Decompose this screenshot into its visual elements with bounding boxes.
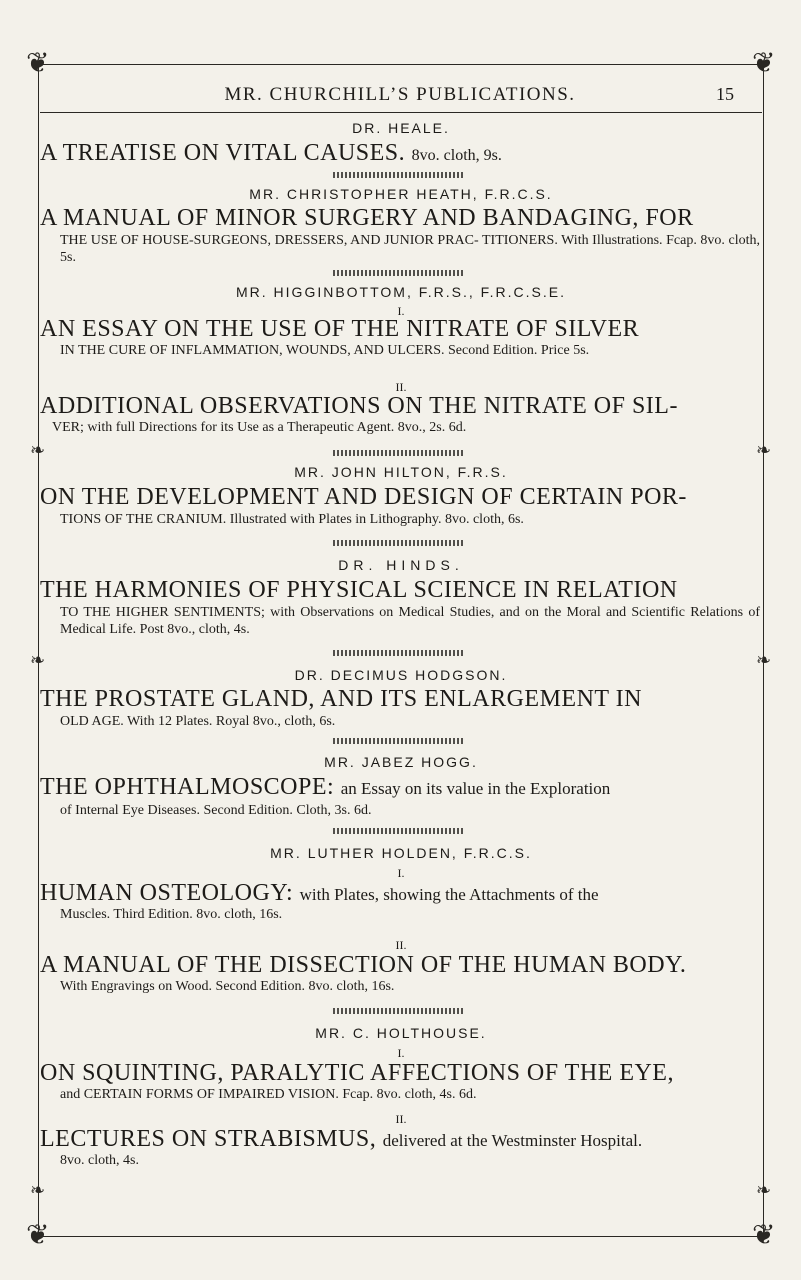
book-title: A MANUAL OF THE DISSECTION OF THE HUMAN BODY. <box>40 952 687 978</box>
book-details: With Engravings on Wood. Second Edition. 8vo. cloth, 16s. <box>60 979 395 994</box>
corner-ornament-icon: ❦ <box>26 48 50 79</box>
frame-top-rule <box>38 64 764 65</box>
book-details: 8vo. cloth, 4s. <box>60 1153 139 1168</box>
book-title: A MANUAL OF MINOR SURGERY AND BANDAGING, FOR <box>40 205 694 231</box>
corner-ornament-icon: ❦ <box>752 48 776 79</box>
book-details: THE USE OF HOUSE-SURGEONS, DRESSERS, AND JUNIOR PRAC- TITIONERS. With Illustrations. Fcap. 8vo. cloth, 5s. <box>60 233 760 265</box>
author-name: MR. C. HOLTHOUSE. <box>315 1025 487 1041</box>
author-name: DR. HEALE. <box>352 120 450 136</box>
author-name: DR. HINDS. <box>338 557 464 573</box>
section-divider <box>333 540 463 546</box>
side-ornament-icon: ❧ <box>756 650 772 670</box>
page-number: 15 <box>716 84 734 104</box>
section-divider <box>333 650 463 656</box>
author-name: MR. LUTHER HOLDEN, F.R.C.S. <box>270 845 532 861</box>
book-title <box>40 880 762 908</box>
book-details: Muscles. Third Edition. 8vo. cloth, 16s. <box>60 907 283 922</box>
side-ornament-icon: ❧ <box>30 1180 46 1200</box>
author-name: DR. DECIMUS HODGSON. <box>294 667 508 683</box>
book-details: TO THE HIGHER SENTIMENTS; with Observations on Medical Studies, and on the Moral and Scientific Relations of Medical Life. Post 8vo., cloth, 4s. <box>60 605 760 637</box>
volume-numeral: I. <box>397 866 405 880</box>
book-title <box>40 140 762 169</box>
section-divider <box>333 1008 463 1014</box>
book-title: ON SQUINTING, PARALYTIC AFFECTIONS OF THE EYE, <box>40 1060 674 1086</box>
author-name: MR. JOHN HILTON, F.R.S. <box>294 464 508 480</box>
book-title <box>40 1126 762 1154</box>
book-details: OLD AGE. With 12 Plates. Royal 8vo., cloth, 6s. <box>60 714 336 729</box>
book-title-text: HUMAN OSTEOLOGY: <box>40 880 294 906</box>
book-title-continuation: with Plates, showing the Attachments of the <box>299 885 599 904</box>
section-divider <box>333 738 463 744</box>
book-title-continuation: an Essay on its value in the Exploration <box>340 779 611 798</box>
book-title: THE PROSTATE GLAND, AND ITS ENLARGEMENT IN <box>40 686 642 712</box>
book-title: ON THE DEVELOPMENT AND DESIGN OF CERTAIN POR- <box>40 484 687 510</box>
volume-numeral: II. <box>395 938 407 952</box>
book-title: AN ESSAY ON THE USE OF THE NITRATE OF SILVER <box>40 316 640 342</box>
book-title-continuation: delivered at the Westminster Hospital. <box>382 1131 643 1150</box>
header-rule <box>40 112 762 113</box>
book-details: and CERTAIN FORMS OF IMPAIRED VISION. Fcap. 8vo. cloth, 4s. 6d. <box>60 1087 477 1102</box>
volume-numeral: I. <box>397 304 405 318</box>
section-divider <box>333 172 463 178</box>
book-details: IN THE CURE OF INFLAMMATION, WOUNDS, AND ULCERS. Second Edition. Price 5s. <box>60 343 590 358</box>
section-divider <box>333 270 463 276</box>
book-title-text: THE OPHTHALMOSCOPE: <box>40 774 335 800</box>
side-ornament-icon: ❧ <box>756 1180 772 1200</box>
author-name: MR. CHRISTOPHER HEATH, F.R.C.S. <box>249 186 553 202</box>
corner-ornament-icon: ❦ <box>26 1220 50 1251</box>
author-name: MR. JABEZ HOGG. <box>324 754 478 770</box>
volume-numeral: II. <box>395 1112 407 1126</box>
book-title: THE HARMONIES OF PHYSICAL SCIENCE IN RELATION <box>40 577 678 603</box>
volume-numeral: I. <box>397 1046 405 1060</box>
side-ornament-icon: ❧ <box>30 440 46 460</box>
side-ornament-icon: ❧ <box>756 440 772 460</box>
book-title-text: A TREATISE ON VITAL CAUSES. <box>40 140 406 166</box>
author-name: MR. HIGGINBOTTOM, F.R.S., F.R.C.S.E. <box>236 284 566 300</box>
volume-numeral: II. <box>395 380 407 394</box>
section-divider <box>333 450 463 456</box>
section-divider <box>333 828 463 834</box>
running-title: MR. CHURCHILL’S PUBLICATIONS. <box>224 84 576 105</box>
book-title: ADDITIONAL OBSERVATIONS ON THE NITRATE OF SIL- <box>40 393 678 419</box>
frame-bottom-rule <box>38 1236 764 1237</box>
book-details: of Internal Eye Diseases. Second Edition. Cloth, 3s. 6d. <box>60 803 372 818</box>
book-details: VER; with full Directions for its Use as a Therapeutic Agent. 8vo., 2s. 6d. <box>52 420 467 435</box>
book-title-text: LECTURES ON STRABISMUS, <box>40 1126 377 1152</box>
book-details: 8vo. cloth, 9s. <box>411 147 502 164</box>
book-title <box>40 774 762 802</box>
corner-ornament-icon: ❦ <box>752 1220 776 1251</box>
side-ornament-icon: ❧ <box>30 650 46 670</box>
book-details: TIONS OF THE CRANIUM. Illustrated with Plates in Lithography. 8vo. cloth, 6s. <box>60 512 524 527</box>
